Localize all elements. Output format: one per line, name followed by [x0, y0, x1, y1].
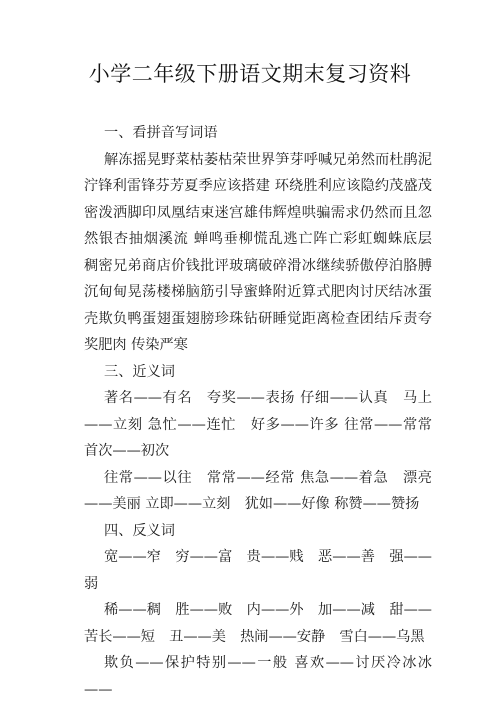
vocabulary-paragraph: 解冻摇晃野菜枯萎枯荣世界笋芽呼喊兄弟然而杜鹃泥泞锋利雷锋芬芳夏季应该搭建 环绕胜利应该隐约茂盛茂密泼洒脚印凤凰结束迷宫雄伟辉煌哄骗需求仍然而且忽然银杏抽烟溪流 蝉鸣垂柳慌乱逃亡阵亡彩虹蜘蛛底层 稠密兄弟商店价钱批评玻璃破碎滑冰继续骄傲停泊胳膊 沉甸甸晃荡楼梯脑筋引导蜜蜂附近算式肥肉讨厌结冰蛋壳欺负鸭蛋翅蛋翅膀珍珠钻研睡觉距离检查团结斥责夸奖肥肉 传染严寒 — [84, 151, 432, 353]
antonyms-paragraph-1: 宽——窄 穷——富 贵——贱 恶——善 强——弱 — [84, 549, 432, 592]
section-heading-pinyin: 一、看拼音写词语 — [104, 125, 218, 141]
document-body — [84, 120, 447, 703]
synonyms-paragraph-2: 往常——以往 常常——经常 焦急——着急 漂亮——美丽 立即——立刻 犹如——好像 称赞——赞扬 — [84, 469, 432, 512]
synonyms-paragraph-1: 著名——有名 夸奖——表扬 仔细——认真 马上——立刻 急忙——连忙 好多——许多 往常——常常 首次——初次 — [84, 390, 447, 459]
antonyms-paragraph-2: 稀——稠 胜——败 内——外 加——减 甜——苦长——短 丑——美 热闹——安静 雪白——乌黑 — [84, 602, 432, 645]
document-title: 小学二年级下册语文期末复习资料 — [88, 62, 412, 86]
antonyms-paragraph-3: 欺负——保护特别——一般 喜欢——讨厌冷冰冰—— — [84, 655, 432, 698]
section-heading-synonyms: 三、近义词 — [104, 363, 175, 380]
section-heading-antonyms: 四、反义词 — [104, 522, 175, 539]
